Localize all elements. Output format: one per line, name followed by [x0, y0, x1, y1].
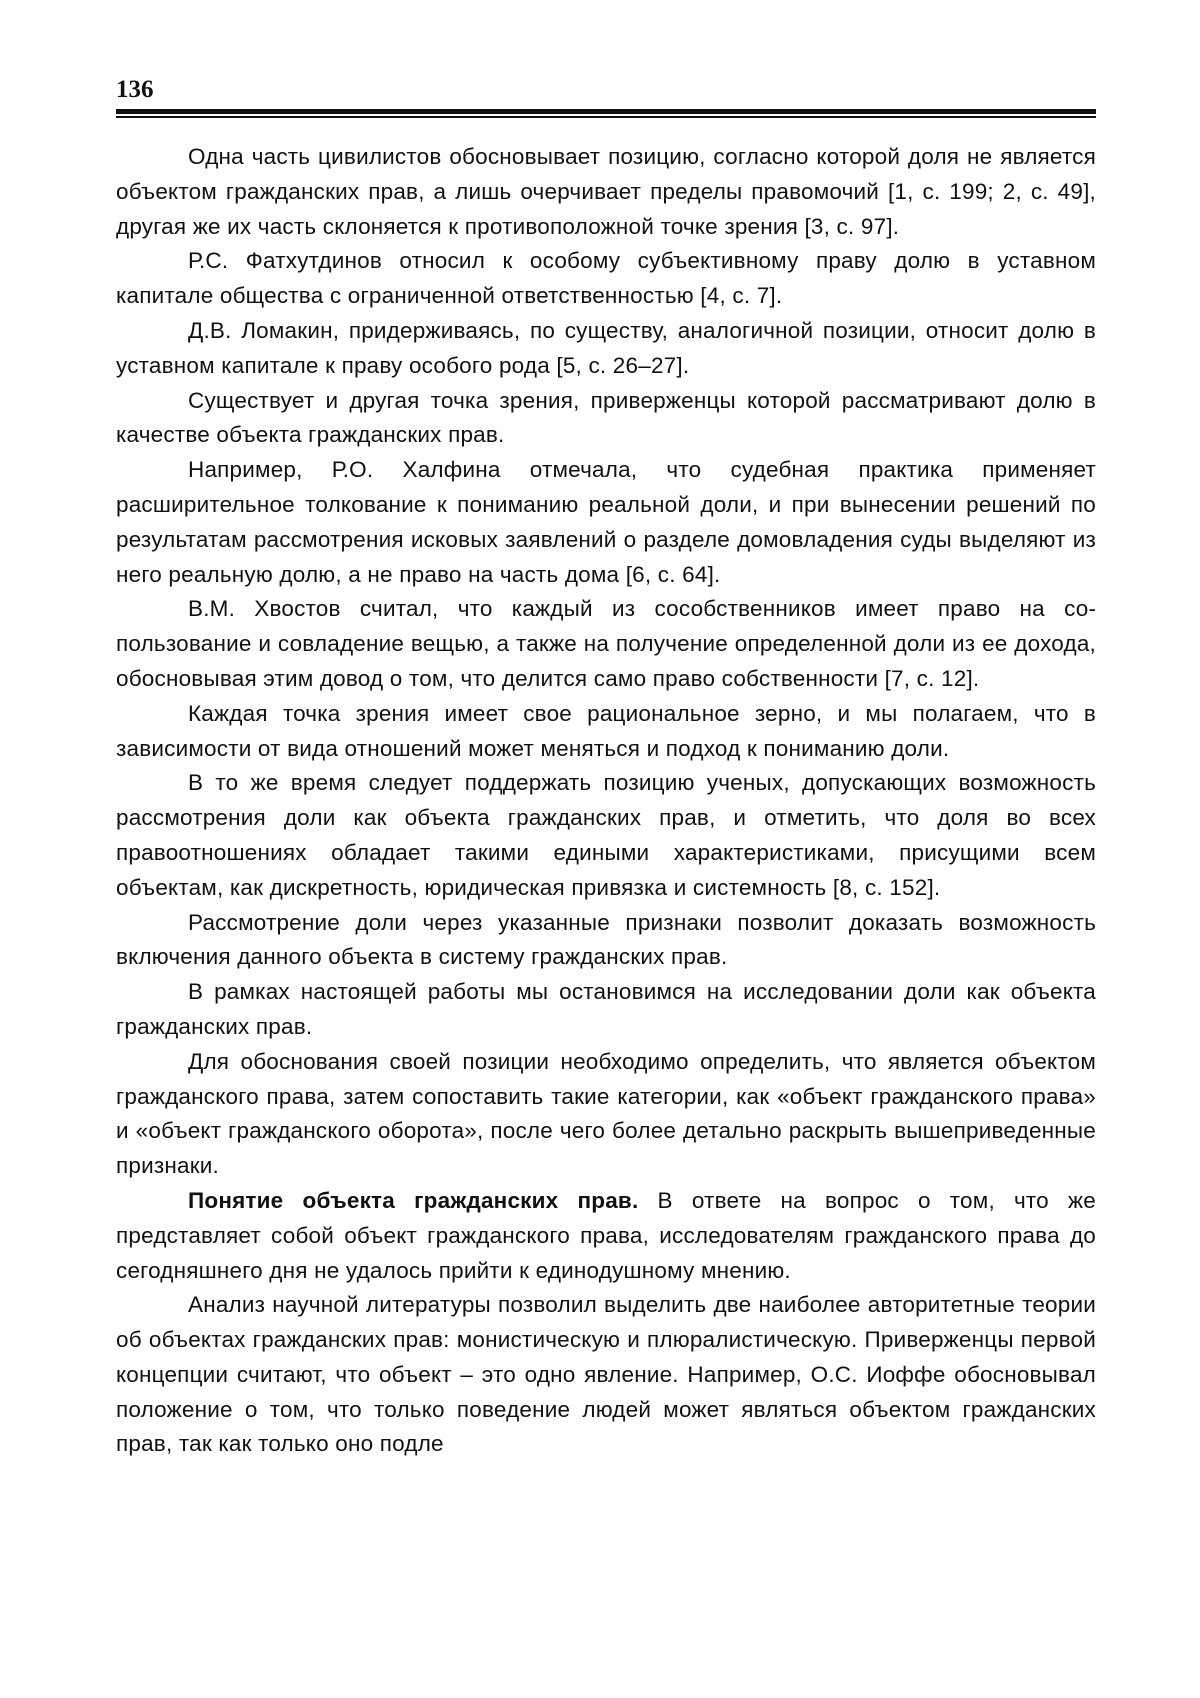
paragraph-2: Р.С. Фатхутдинов относил к особому субъективному праву долю в уставном капитале общества с ограниченной ответственностью [4, с. 7].	[116, 248, 1096, 309]
section-intro-text: В ответе на вопрос о том, что же представляет собой объект гражданского права, исследователям гражданского права до сегодняшнего дня не удалось прийти к единодушному мнению.	[116, 1187, 1096, 1283]
header-rule-thin	[116, 116, 1096, 118]
paragraph-5: Например, Р.О. Халфина отмечала, что судебная практика применяет расширительное толкование к пониманию реальной доли, и при вынесении решений по результатам рассмотрения исковых заявлений о разделе домовладения суды выделяют из него реальную долю, а не право на часть дома [6, с. 64].	[116, 457, 1096, 587]
paragraph-9: Рассмотрение доли через указанные признаки позволит доказать возможность включения данного объекта в систему гражданских прав.	[116, 909, 1096, 970]
header-rule-thick	[116, 109, 1096, 114]
section-paragraph	[116, 1184, 1096, 1288]
page-number: 136	[116, 76, 154, 103]
paragraph-8: В то же время следует поддержать позицию ученых, допускающих возможность рассмотрения доли как объекта гражданских прав, и отметить, что доля во всех правоотношениях обладает такими едиными характеристиками, присущими всем объектам, как дискретность, юридическая привязка и системность [8, с. 152].	[116, 770, 1096, 900]
paragraph-7: Каждая точка зрения имеет свое рациональное зерно, и мы полагаем, что в зависимости от вида отношений может меняться и подход к пониманию доли.	[116, 700, 1096, 761]
paragraph-4: Существует и другая точка зрения, приверженцы которой рассматривают долю в качестве объекта гражданских прав.	[116, 387, 1096, 448]
paragraph-10: В рамках настоящей работы мы остановимся на исследовании доли как объекта гражданских прав.	[116, 979, 1096, 1039]
paragraph-1: Одна часть цивилистов обосновывает позицию, согласно которой доля не является объектом гражданских прав, а лишь очерчивает пределы правомочий [1, с. 199; 2, с. 49], другая же их часть склоняется к противоположной точке зрения [3, с. 97].	[116, 144, 1096, 239]
section-heading: Понятие объекта гражданских прав.	[188, 1187, 639, 1213]
paragraph-11: Для обоснования своей позиции необходимо определить, что является объектом гражданского права, затем сопоставить такие категории, как «объект гражданского права» и «объект гражданского оборота», после чего более детально раскрыть вышеприведенные признаки.	[116, 1048, 1096, 1179]
paragraph-6: В.М. Хвостов считал, что каждый из сособственников имеет право на сопользование и совладение вещью, а также на получение определенной доли из ее дохода, обосновывая этим довод о том, что делится само право собственности [7, с. 12].	[116, 596, 1096, 691]
paragraph-3: Д.В. Ломакин, придерживаясь, по существу, аналогичной позиции, относит долю в уставном капитале к праву особого рода [5, с. 26–27].	[116, 317, 1096, 378]
body-text	[116, 140, 1096, 1462]
paragraph-last: Анализ научной литературы позволил выделить две наиболее авторитетные теории об объектах гражданских прав: монистическую и плюралистическую. Приверженцы первой концепции считают, что объект – это одно явление. Например, О.С. Иоффе обосновывал положение о том, что только поведение людей может являться объектом гражданских прав, так как только оно подле	[116, 1292, 1096, 1457]
